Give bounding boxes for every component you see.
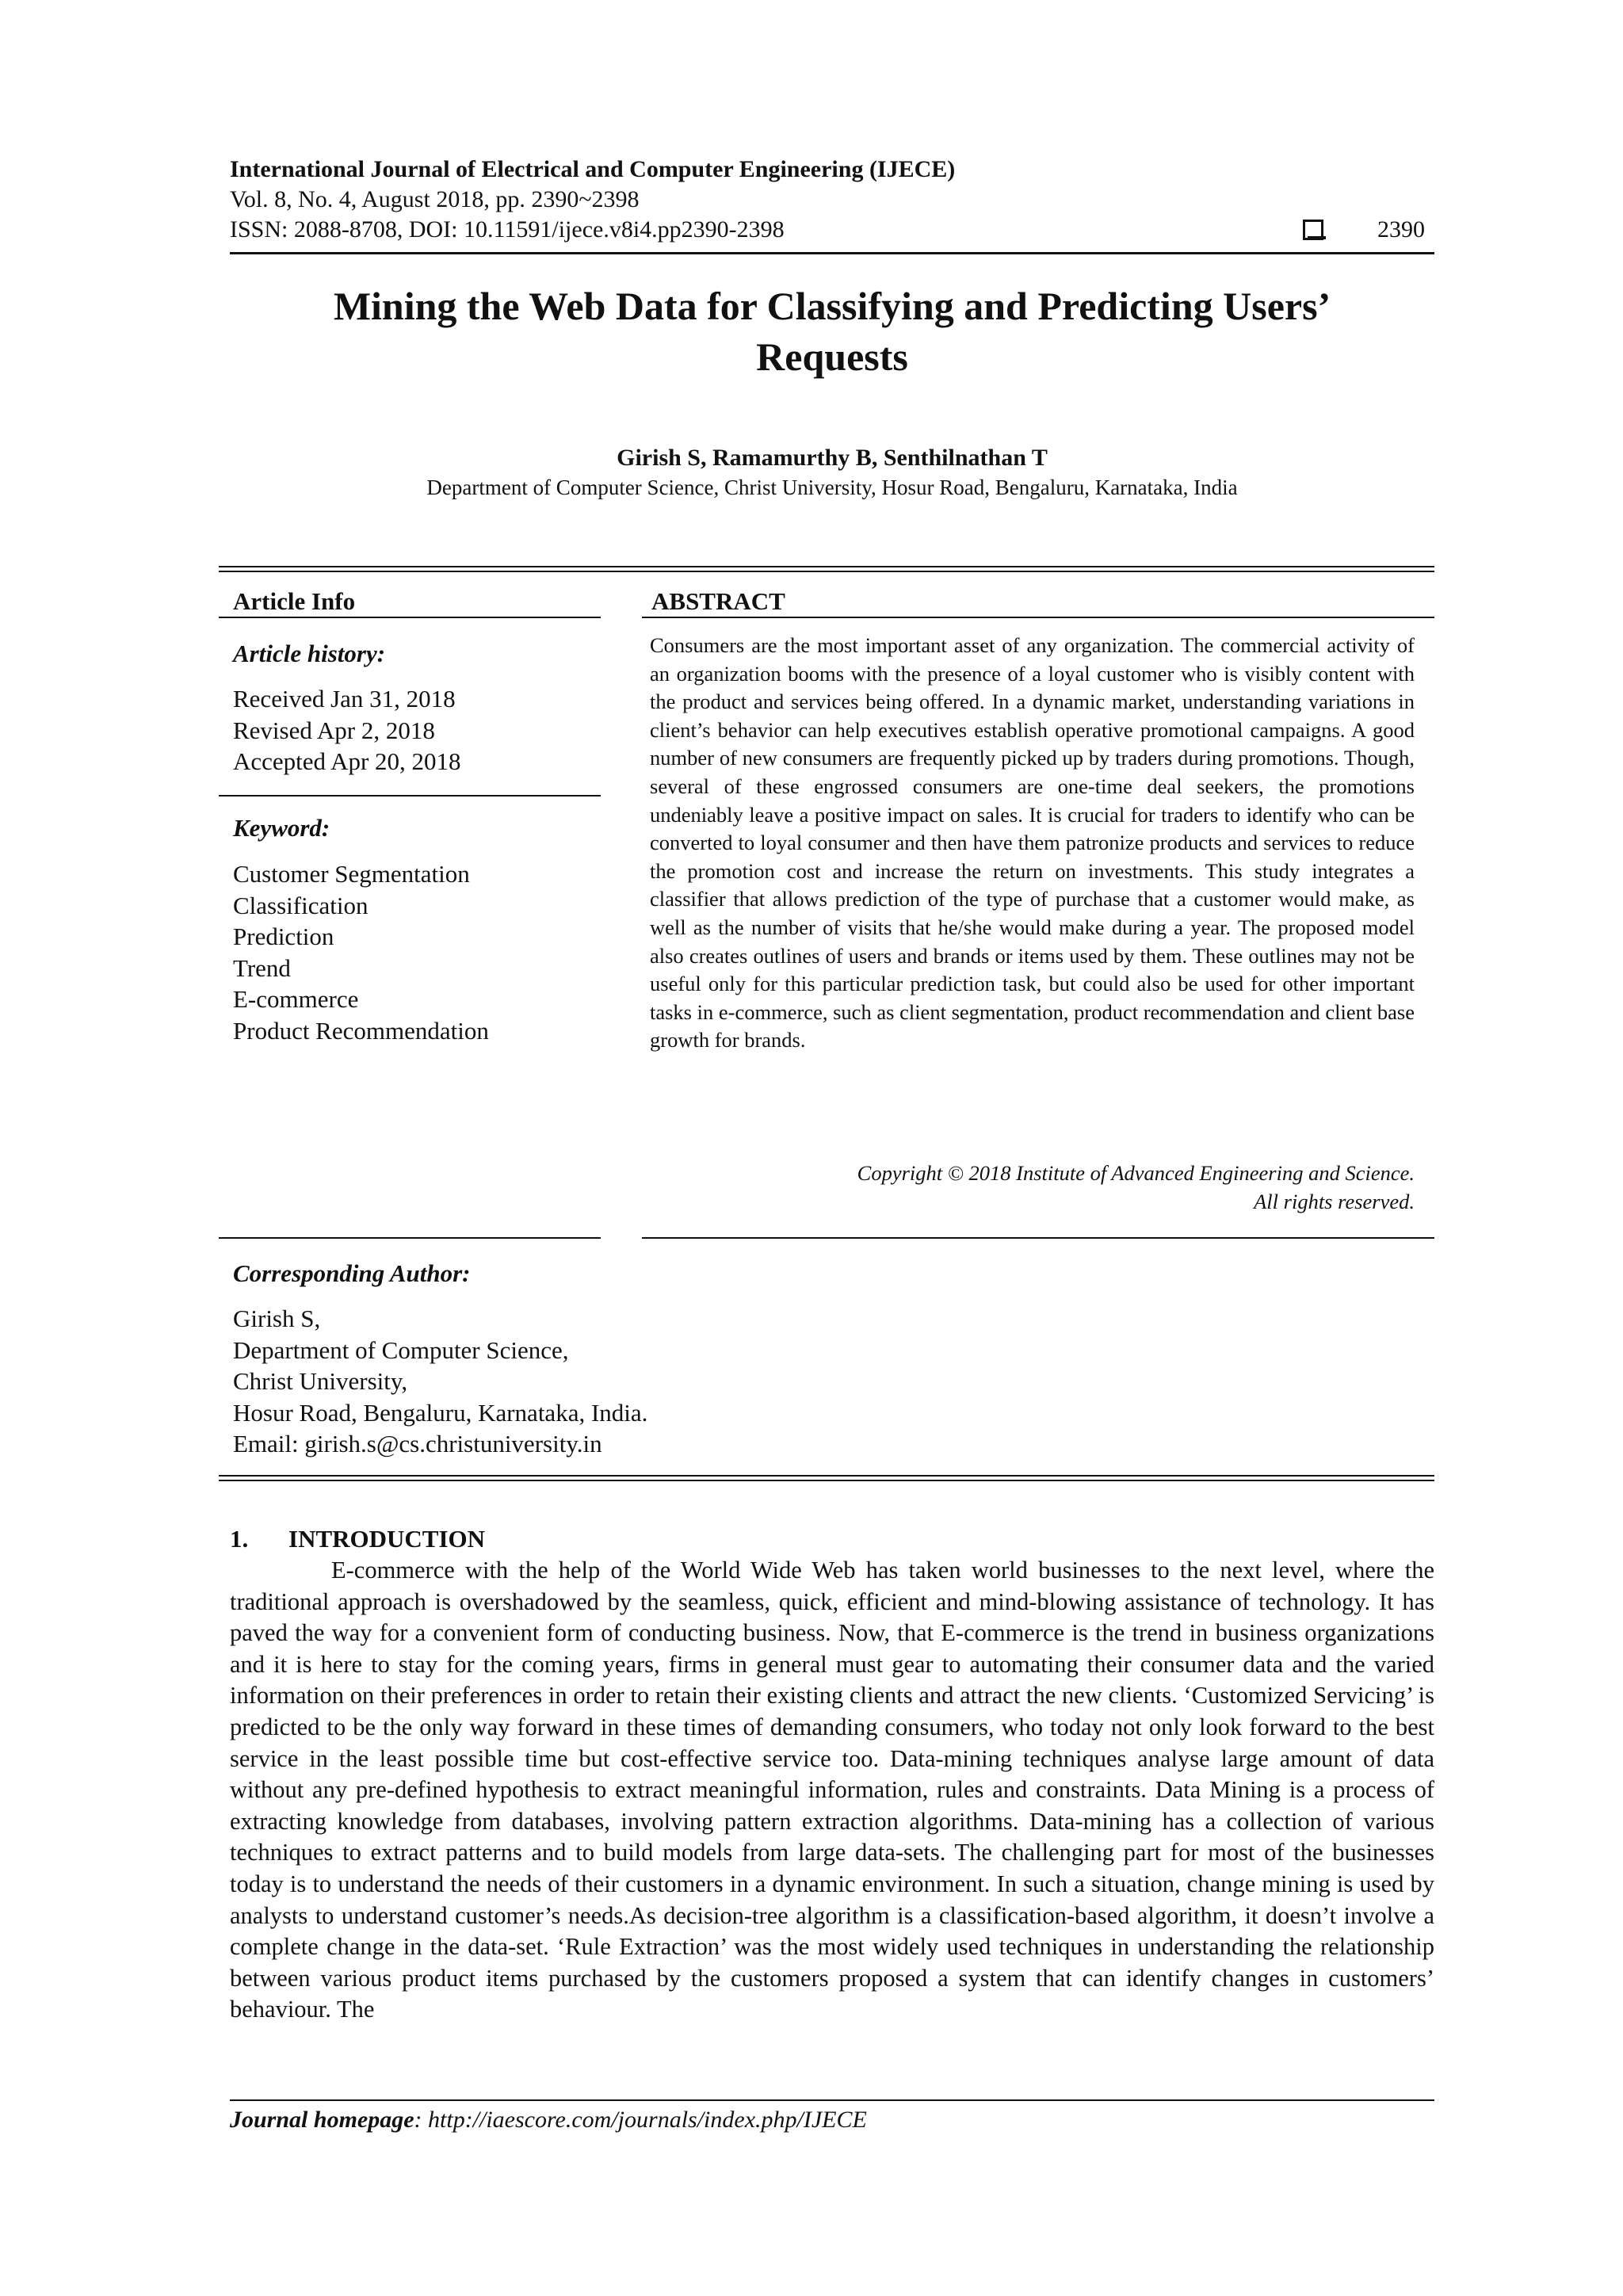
journal-name: International Journal of Electrical and Computer Engineering (IJECE): [230, 156, 956, 182]
section-title: INTRODUCTION: [288, 1525, 486, 1553]
article-history-list: [233, 683, 461, 777]
copyright-notice: [650, 1159, 1415, 1216]
introduction-heading: [230, 1523, 485, 1555]
keyword-item: Customer Segmentation: [233, 860, 470, 888]
history-revised: Revised Apr 2, 2018: [233, 716, 435, 744]
paper-title-line-2: Requests: [756, 334, 908, 379]
infobox-bottom-rule-1: [219, 1475, 1434, 1477]
page-box-icon: [1303, 220, 1323, 240]
page-number: 2390: [1377, 216, 1425, 243]
keyword-item: Classification: [233, 891, 369, 919]
authors: Girish S, Ramamurthy B, Senthilnathan T: [617, 445, 1048, 471]
author-university: Christ University,: [233, 1367, 408, 1395]
abstract-heading: ABSTRACT: [651, 587, 785, 615]
header-rule: [230, 252, 1434, 254]
author-email: Email: girish.s@cs.christuniversity.in: [233, 1430, 602, 1457]
abstract-text: Consumers are the most important asset of any organization. The commercial activity of an organization booms with the presence of a loyal customer who is visibly content with the product and services being offered. In a dynamic market, understanding variations in client’s behavior can help executives establish operative promotional campaigns. A good number of new consumers are frequently picked up by traders during promotions. Though, several of these engrossed consumers are one-time deal seekers, the promotions undeniably leave a positive impact on sales. It is crucial for traders to identify who can be converted to loyal consumer and then have them patronize products and services to reduce the promotion cost and increase the return on investments. This study integrates a classifier that allows prediction of the type of purchase that a customer would make, as well as the number of visits that he/she would make during a year. The proposed model also creates outlines of users and brands or items used by them. These outlines may not be useful only for this particular prediction task, but could also be used for other important tasks in e-commerce, such as client segmentation, product recommendation and client base growth for brands.: [650, 633, 1415, 1052]
journal-homepage-label: Journal homepage: [230, 2107, 414, 2133]
journal-issn-doi: ISSN: 2088-8708, DOI: 10.11591/ijece.v8i4.pp2390-2398: [230, 216, 785, 243]
copyright-line-2: All rights reserved.: [1254, 1190, 1415, 1213]
article-history-label: Article history:: [233, 640, 386, 667]
journal-volume: Vol. 8, No. 4, August 2018, pp. 2390~2398: [230, 186, 640, 212]
paper-title: [230, 281, 1434, 382]
infobox-top-rule-2: [219, 571, 1434, 572]
corresponding-author-details: [233, 1303, 647, 1460]
author-name: Girish S,: [233, 1305, 321, 1332]
history-keyword-rule: [219, 795, 601, 797]
history-received: Received Jan 31, 2018: [233, 685, 456, 712]
paper-title-line-1: Mining the Web Data for Classifying and Predicting Users’: [333, 284, 1331, 328]
infobox-top-rule-1: [219, 566, 1434, 567]
section-number: 1.: [230, 1525, 249, 1553]
keyword-label: Keyword:: [233, 814, 330, 842]
article-info-rule: [219, 617, 601, 618]
keyword-item: E-commerce: [233, 985, 359, 1013]
copyright-line-1: Copyright © 2018 Institute of Advanced Engineering and Science.: [857, 1161, 1415, 1185]
abstract-bottom-rule: [642, 1237, 1434, 1239]
author-department: Department of Computer Science,: [233, 1335, 569, 1364]
affiliation: Department of Computer Science, Christ University, Hosur Road, Bengaluru, Karnataka, India: [426, 476, 1238, 499]
article-info-heading: Article Info: [233, 587, 356, 615]
corresponding-author-label: Corresponding Author:: [233, 1259, 471, 1287]
keyword-list: [233, 858, 489, 1046]
journal-homepage-link[interactable]: : http://iaescore.com/journals/index.php/IJECE: [414, 2107, 867, 2133]
introduction-paragraph: E-commerce with the help of the World Wide Web has taken world businesses to the next level, where the traditional approach is overshadowed by the seamless, quick, efficient and mind-blowing assistance of technology. It has paved the way for a convenient form of conducting business. Now, that E-commerce is the trend in business organizations and it is here to stay for the coming years, firms in general must gear to automating their consumer data and the varied information on their preferences in order to retain their existing clients and attract the new clients. ‘Customized Servicing’ is predicted to be the only way forward in these times of demanding consumers, who today not only look forward to the best service in the least possible time but cost-effective service too. Data-mining techniques analyse large amount of data without any pre-defined hypothesis to extract meaningful information, rules and constraints. Data Mining is a process of extracting knowledge from databases, involving pattern extraction algorithms. Data-mining has a collection of various techniques to extract patterns and to build models from large data-sets. The challenging part for most of the businesses today is to understand the needs of their customers in a dynamic environment. In such a situation, change mining is used by analysts to understand customer’s needs.As decision-tree algorithm is a classification-based algorithm, it doesn’t involve a complete change in the data-set. ‘Rule Extraction’ was the most widely used techniques in understanding the relationship between various product items purchased by the customers proposed a system that can identify changes in customers’ behaviour. The: [230, 1557, 1434, 2023]
abstract-rule: [642, 617, 1434, 618]
footer-rule: [230, 2099, 1434, 2101]
keyword-item: Product Recommendation: [233, 1016, 489, 1045]
infobox-bottom-rule-2: [219, 1480, 1434, 1481]
keyword-item: Prediction: [233, 923, 334, 950]
history-accepted: Accepted Apr 20, 2018: [233, 747, 461, 775]
author-address: Hosur Road, Bengaluru, Karnataka, India.: [233, 1398, 648, 1427]
journal-homepage: [230, 2105, 867, 2135]
keyword-item: Trend: [233, 953, 291, 982]
keywords-bottom-rule: [219, 1237, 601, 1239]
